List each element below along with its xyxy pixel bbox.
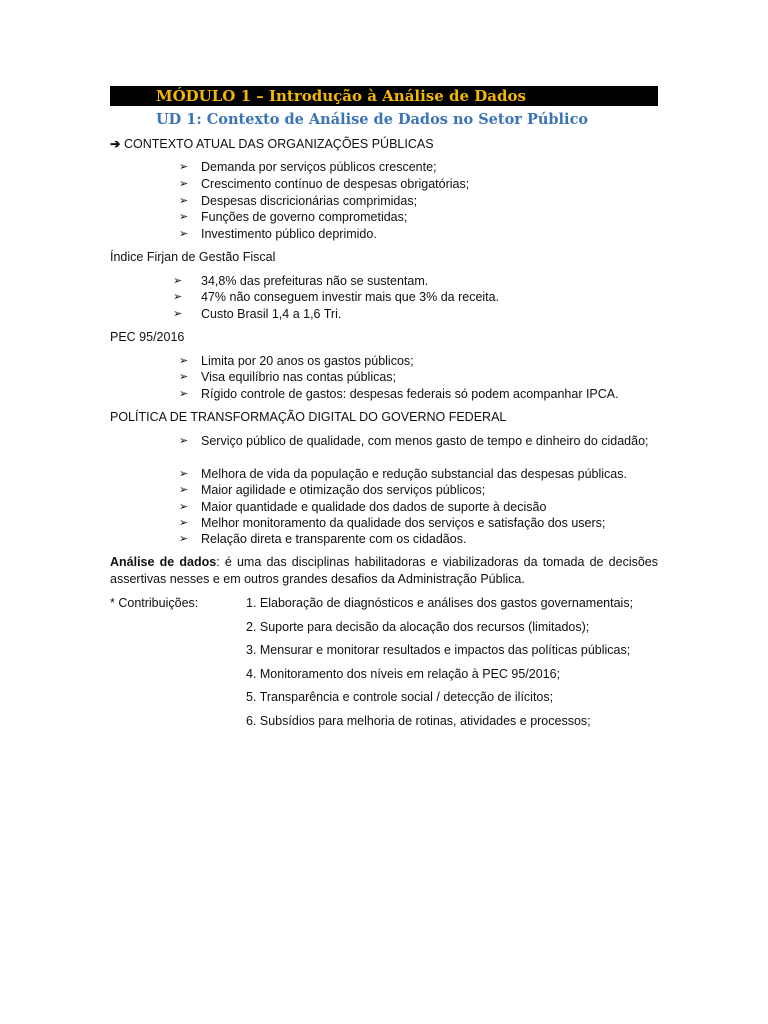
bullet-arrow-icon: ➢ <box>179 195 189 207</box>
list-item-text: Serviço público de qualidade, com menos gasto de tempo e dinheiro do cidadão; <box>201 434 649 448</box>
section-heading-text: CONTEXTO ATUAL DAS ORGANIZAÇÕES PÚBLICAS <box>123 137 434 151</box>
bullet-arrow-icon: ➢ <box>179 501 189 513</box>
unit-subtitle: UD 1: Contexto de Análise de Dados no Setor Público <box>156 111 589 128</box>
bullet-arrow-icon: ➢ <box>179 355 189 367</box>
bullet-arrow-icon: ➢ <box>179 211 189 223</box>
list-item-text: Funções de governo comprometidas; <box>201 210 408 224</box>
list-item-text: Custo Brasil 1,4 a 1,6 Tri. <box>201 307 342 321</box>
list-item-text: Maior quantidade e qualidade dos dados de suporte à decisão <box>201 500 547 514</box>
bullet-arrow-icon: ➢ <box>179 161 189 173</box>
bullet-arrow-icon: ➢ <box>179 388 189 400</box>
list-item-text: Despesas discricionárias comprimidas; <box>201 194 418 208</box>
contribution-item: 5. Transparência e controle social / detecção de ilícitos; <box>246 690 554 704</box>
contributions-label: * Contribuições: <box>110 596 199 610</box>
list-item-text: Maior agilidade e otimização dos serviços públicos; <box>201 483 486 497</box>
analysis-term: Análise de dados <box>110 555 217 569</box>
bullet-arrow-icon: ➢ <box>173 275 183 287</box>
contribution-item: 4. Monitoramento dos níveis em relação à PEC 95/2016; <box>246 667 561 681</box>
section-heading-pec: PEC 95/2016 <box>110 330 185 344</box>
list-item-text: Visa equilíbrio nas contas públicas; <box>201 370 397 384</box>
bullet-arrow-icon: ➢ <box>179 178 189 190</box>
bullet-arrow-icon: ➢ <box>173 291 183 303</box>
section-heading-firjan: Índice Firjan de Gestão Fiscal <box>110 250 276 264</box>
bullet-arrow-icon: ➢ <box>179 484 189 496</box>
bullet-arrow-icon: ➢ <box>179 435 189 447</box>
bullet-arrow-icon: ➢ <box>179 517 189 529</box>
contribution-item: 1. Elaboração de diagnósticos e análises dos gastos governamentais; <box>246 596 634 610</box>
list-item-text: Demanda por serviços públicos crescente; <box>201 160 437 174</box>
bullet-arrow-icon: ➢ <box>179 533 189 545</box>
section-heading-digital: POLÍTICA DE TRANSFORMAÇÃO DIGITAL DO GOVERNO FEDERAL <box>110 410 507 424</box>
bullet-arrow-icon: ➢ <box>179 468 189 480</box>
list-item-text: 47% não conseguem investir mais que 3% da receita. <box>201 290 500 304</box>
list-item-text: Crescimento contínuo de despesas obrigatórias; <box>201 177 470 191</box>
list-item-text: Relação direta e transparente com os cidadãos. <box>201 532 467 546</box>
list-item-text: Rígido controle de gastos: despesas federais só podem acompanhar IPCA. <box>201 387 619 401</box>
module-title: MÓDULO 1 – Introdução à Análise de Dados <box>156 87 526 105</box>
list-item-text: Melhor monitoramento da qualidade dos serviços e satisfação dos users; <box>201 516 606 530</box>
list-item-text: Investimento público deprimido. <box>201 227 377 241</box>
list-item-text: Limita por 20 anos os gastos públicos; <box>201 354 414 368</box>
analysis-definition: : é uma das disciplinas habilitadoras e viabilizadoras da tomada de decisões assertivas nesses e em outros grandes desafios da Administração Pública. <box>110 555 658 586</box>
analysis-paragraph <box>110 554 658 587</box>
bullet-arrow-icon: ➢ <box>179 228 189 240</box>
section-heading-context <box>110 136 434 153</box>
bullet-arrow-icon: ➢ <box>173 308 183 320</box>
list-item-text: 34,8% das prefeituras não se sustentam. <box>201 274 429 288</box>
contribution-item: 6. Subsídios para melhoria de rotinas, atividades e processos; <box>246 714 591 728</box>
contribution-item: 3. Mensurar e monitorar resultados e impactos das políticas públicas; <box>246 643 631 657</box>
contribution-item: 2. Suporte para decisão da alocação dos recursos (limitados); <box>246 620 590 634</box>
list-item-text: Melhora de vida da população e redução substancial das despesas públicas. <box>201 467 627 481</box>
bullet-arrow-icon: ➢ <box>179 371 189 383</box>
arrow-right-icon: ➔ <box>110 137 121 151</box>
